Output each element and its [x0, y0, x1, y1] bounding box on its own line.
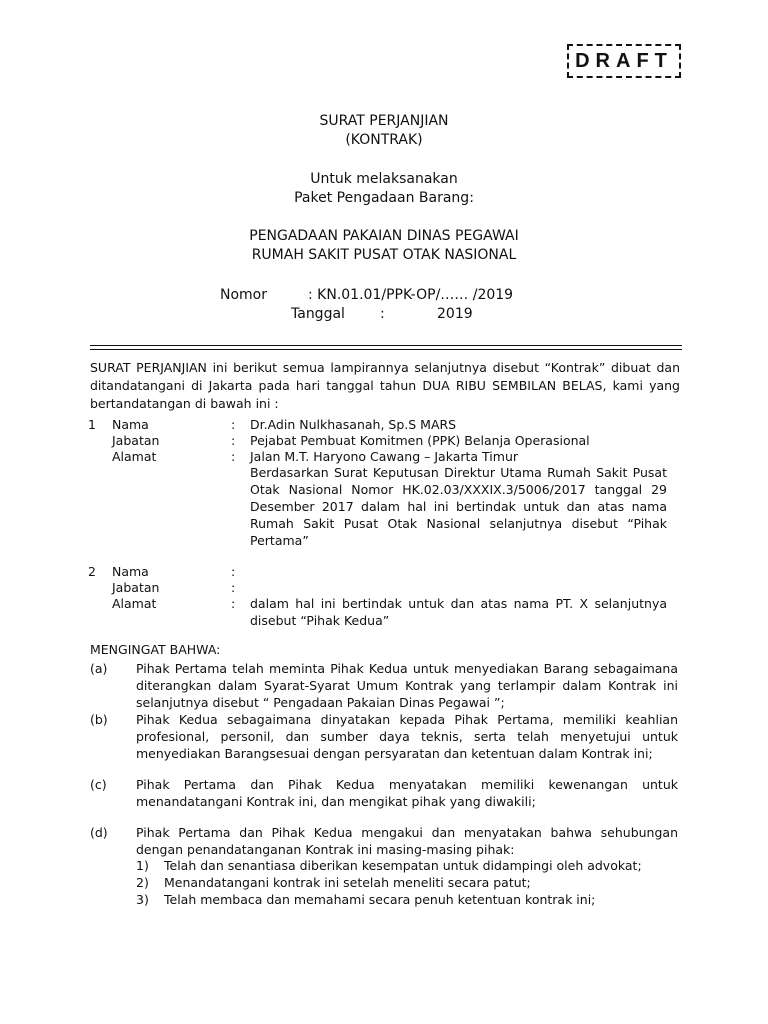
- field-label: Nama: [112, 564, 149, 579]
- field-colon: :: [231, 417, 236, 432]
- doc-subtitle: (KONTRAK): [345, 132, 423, 148]
- procurement-title: PENGADAAN PAKAIAN DINAS PEGAWAI: [249, 228, 519, 244]
- field-label: Alamat: [112, 449, 157, 464]
- tanggal-colon: :: [380, 306, 385, 322]
- section-heading: MENGINGAT BAHWA:: [90, 642, 221, 657]
- divider-line: [90, 345, 682, 346]
- field-colon: :: [231, 580, 236, 595]
- nomor-label: Nomor: [220, 287, 267, 303]
- divider-line: [90, 349, 682, 350]
- item-text: Pihak Kedua sebagaimana dinyatakan kepada Pihak Pertama, memiliki keahlian profesional, personil, dan sumber daya teknis, serta telah menyetujui untuk menyediakan Barangsesuai dengan persyaratan dan ketentuan dalam Kontrak ini;: [136, 712, 678, 761]
- item-text: Pihak Pertama dan Pihak Kedua menyatakan memiliki kewenangan untuk menandatangani Kontrak ini, dan mengikat pihak yang diwakili;: [136, 777, 678, 809]
- intro-paragraph: SURAT PERJANJIAN ini berikut semua lampirannya selanjutnya disebut “Kontrak” dibuat dan ditandatangani di Jakarta pada hari tanggal tahun DUA RIBU SEMBILAN BELAS, kami yang bertandatangan di bawah ini :: [90, 360, 680, 411]
- purpose-line: Untuk melaksanakan: [310, 171, 458, 187]
- subitem-number: 1): [136, 858, 149, 873]
- subitem-text: Telah dan senantiasa diberikan kesempatan untuk didampingi oleh advokat;: [164, 858, 642, 873]
- field-label: Alamat: [112, 596, 157, 611]
- item-text: Pihak Pertama dan Pihak Kedua mengakui dan menyatakan bahwa sehubungan dengan penandatanganan Kontrak ini masing-masing pihak:: [136, 825, 678, 857]
- item-letter: (d): [90, 825, 108, 840]
- draft-stamp: DRAFT: [567, 44, 681, 78]
- item-letter: (a): [90, 661, 108, 676]
- field-colon: :: [231, 449, 236, 464]
- package-line: Paket Pengadaan Barang:: [294, 190, 474, 206]
- field-label: Nama: [112, 417, 149, 432]
- tanggal-label: Tanggal: [291, 306, 345, 322]
- field-value: Pejabat Pembuat Komitmen (PPK) Belanja Operasional: [250, 433, 590, 448]
- field-colon: :: [231, 564, 236, 579]
- item-letter: (b): [90, 712, 108, 727]
- item-letter: (c): [90, 777, 107, 792]
- doc-title: SURAT PERJANJIAN: [319, 113, 449, 129]
- item-text: Pihak Pertama telah meminta Pihak Kedua untuk menyediakan Barang sebagaimana diterangkan dalam Syarat-Syarat Umum Kontrak yang terlampir dalam Kontrak ini selanjutnya disebut “ Pengadaan Pakaian Dinas Pegawai ”;: [136, 661, 678, 710]
- party-number: 2: [88, 564, 96, 579]
- field-value: Dr.Adin Nulkhasanah, Sp.S MARS: [250, 417, 457, 432]
- field-label: Jabatan: [112, 433, 160, 448]
- field-colon: :: [231, 596, 236, 611]
- party-one-description: Berdasarkan Surat Keputusan Direktur Utama Rumah Sakit Pusat Otak Nasional Nomor HK.02.03/XXXIX.3/5006/2017 tanggal 29 Desember 2017 dalam hal ini bertindak untuk dan atas nama Rumah Sakit Pusat Otak Nasional selanjutnya disebut “Pihak Pertama”: [250, 465, 667, 548]
- hospital-name: RUMAH SAKIT PUSAT OTAK NASIONAL: [251, 247, 517, 263]
- field-value: Jalan M.T. Haryono Cawang – Jakarta Timur: [250, 449, 519, 464]
- nomor-value: : KN.01.01/PPK-OP/…… /2019: [308, 287, 514, 303]
- field-colon: :: [231, 433, 236, 448]
- subitem-number: 2): [136, 875, 149, 890]
- subitem-text: Telah membaca dan memahami secara penuh ketentuan kontrak ini;: [164, 892, 596, 907]
- party-number: 1: [88, 417, 96, 432]
- subitem-number: 3): [136, 892, 149, 907]
- field-label: Jabatan: [112, 580, 160, 595]
- subitem-text: Menandatangani kontrak ini setelah meneliti secara patut;: [164, 875, 531, 890]
- field-value: dalam hal ini bertindak untuk dan atas nama PT. X selanjutnya disebut “Pihak Kedua”: [250, 596, 667, 628]
- tanggal-value: 2019: [437, 306, 473, 322]
